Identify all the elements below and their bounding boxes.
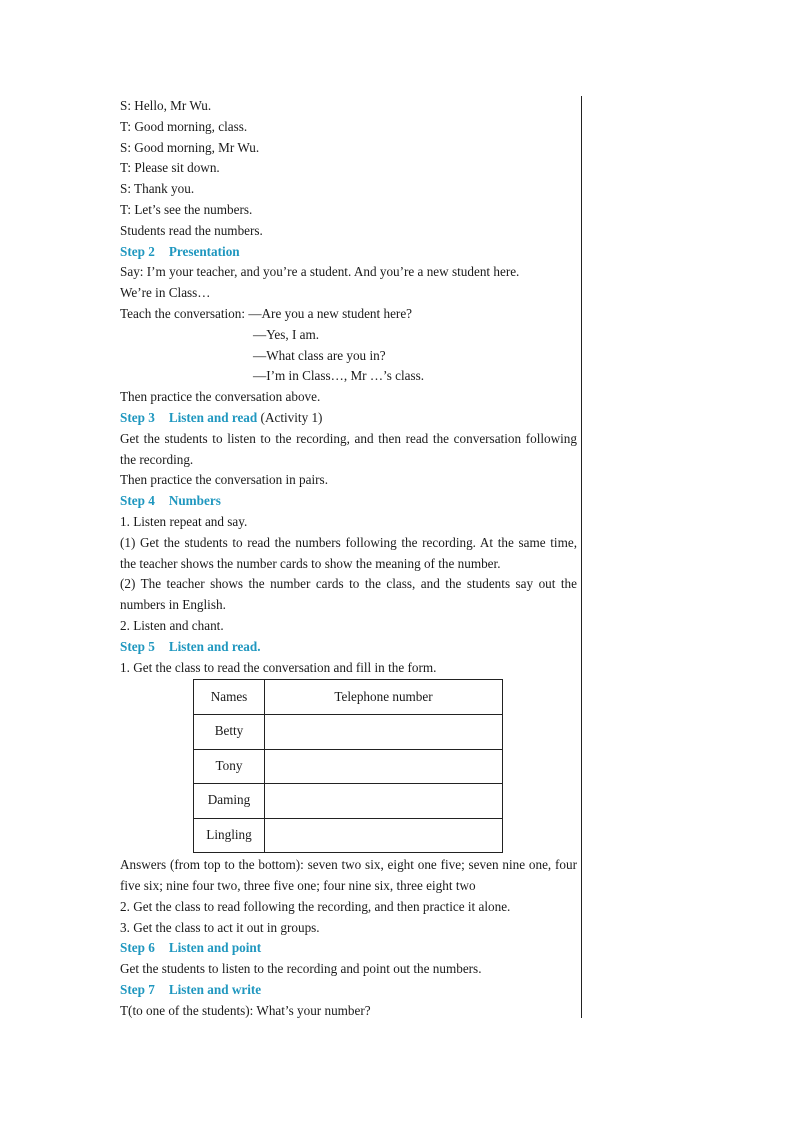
dialogue-line: S: Good morning, Mr Wu.	[120, 139, 260, 155]
document-body	[120, 96, 577, 1022]
conversation-line: —Are you a new student here?	[248, 305, 413, 321]
step-5-heading	[120, 637, 577, 658]
step-title: Listen and read	[168, 409, 258, 425]
list-item: 1. Get the class to read the conversation and fill in the form.	[120, 659, 437, 675]
table-row	[194, 818, 503, 853]
list-item: 2. Listen and chant.	[120, 617, 224, 633]
table-header-cell: Names	[194, 680, 265, 715]
table-cell-number	[265, 714, 503, 749]
table-header-cell: Telephone number	[265, 680, 503, 715]
step-title: Numbers	[168, 493, 221, 509]
step-6-heading	[120, 938, 577, 959]
paragraph: (1) Get the students to read the numbers following the recording. At the same time, the teacher shows the number cards to show the meaning of the number.	[120, 534, 577, 571]
teach-label: Teach the conversation:	[120, 305, 249, 321]
paragraph: Get the students to listen to the recording, and then read the conversation following the recording.	[120, 430, 577, 467]
table-cell-name: Daming	[194, 784, 265, 819]
dialogue-line: T: Please sit down.	[120, 160, 220, 176]
conversation-line: —I’m in Class…, Mr …’s class.	[253, 368, 425, 384]
dialogue-line: T: Good morning, class.	[120, 118, 248, 134]
paragraph-line: T(to one of the students): What’s your number?	[120, 1002, 371, 1018]
table-cell-number	[265, 784, 503, 819]
paragraph-line: Get the students to listen to the recording and point out the numbers.	[120, 961, 482, 977]
table-row	[194, 714, 503, 749]
table-cell-name: Lingling	[194, 818, 265, 853]
step-4-heading	[120, 491, 577, 512]
dialogue-line: S: Hello, Mr Wu.	[120, 98, 212, 113]
table-row	[194, 749, 503, 784]
dialogue-line: S: Thank you.	[120, 181, 195, 197]
answers-paragraph: Answers (from top to the bottom): seven two six, eight one five; seven nine one, four five six; nine four two, three five one; four nine six, three eight two	[120, 857, 577, 894]
table-cell-number	[265, 749, 503, 784]
dialogue-line: Students read the numbers.	[120, 222, 263, 238]
step-number: Step 5	[120, 638, 155, 654]
table-cell-name: Tony	[194, 749, 265, 784]
step-number: Step 7	[120, 982, 155, 998]
conversation-line: —Yes, I am.	[253, 326, 320, 342]
step-title: Listen and write	[168, 982, 262, 998]
step-number: Step 2	[120, 243, 155, 259]
conversation-line: —What class are you in?	[253, 347, 386, 363]
conversation-intro	[120, 304, 577, 325]
paragraph-line: Then practice the conversation in pairs.	[120, 472, 328, 488]
step-title: Presentation	[168, 243, 240, 259]
dialogue-line: T: Let’s see the numbers.	[120, 201, 253, 217]
step-title: Listen and read.	[168, 638, 261, 654]
list-item: 3. Get the class to act it out in groups.	[120, 919, 320, 935]
step-2-heading	[120, 242, 577, 263]
list-item: 2. Get the class to read following the recording, and then practice it alone.	[120, 898, 511, 914]
paragraph: (2) The teacher shows the number cards to the class, and the students say out the numbers in English.	[120, 576, 577, 613]
table-row	[194, 784, 503, 819]
step-note: (Activity 1)	[257, 409, 323, 425]
step-number: Step 6	[120, 940, 155, 956]
step-number: Step 4	[120, 493, 155, 509]
paragraph-line: Say: I’m your teacher, and you’re a student. And you’re a new student here.	[120, 264, 520, 280]
telephone-form-table	[193, 679, 503, 853]
table-header-row	[194, 680, 503, 715]
step-title: Listen and point	[168, 940, 262, 956]
right-margin-rule	[581, 96, 582, 1018]
step-number: Step 3	[120, 409, 155, 425]
paragraph-line: Then practice the conversation above.	[120, 389, 321, 405]
table-cell-number	[265, 818, 503, 853]
paragraph-line: We’re in Class…	[120, 285, 211, 301]
step-3-heading	[120, 408, 577, 429]
list-item: 1. Listen repeat and say.	[120, 513, 248, 529]
step-7-heading	[120, 980, 577, 1001]
table-cell-name: Betty	[194, 714, 265, 749]
